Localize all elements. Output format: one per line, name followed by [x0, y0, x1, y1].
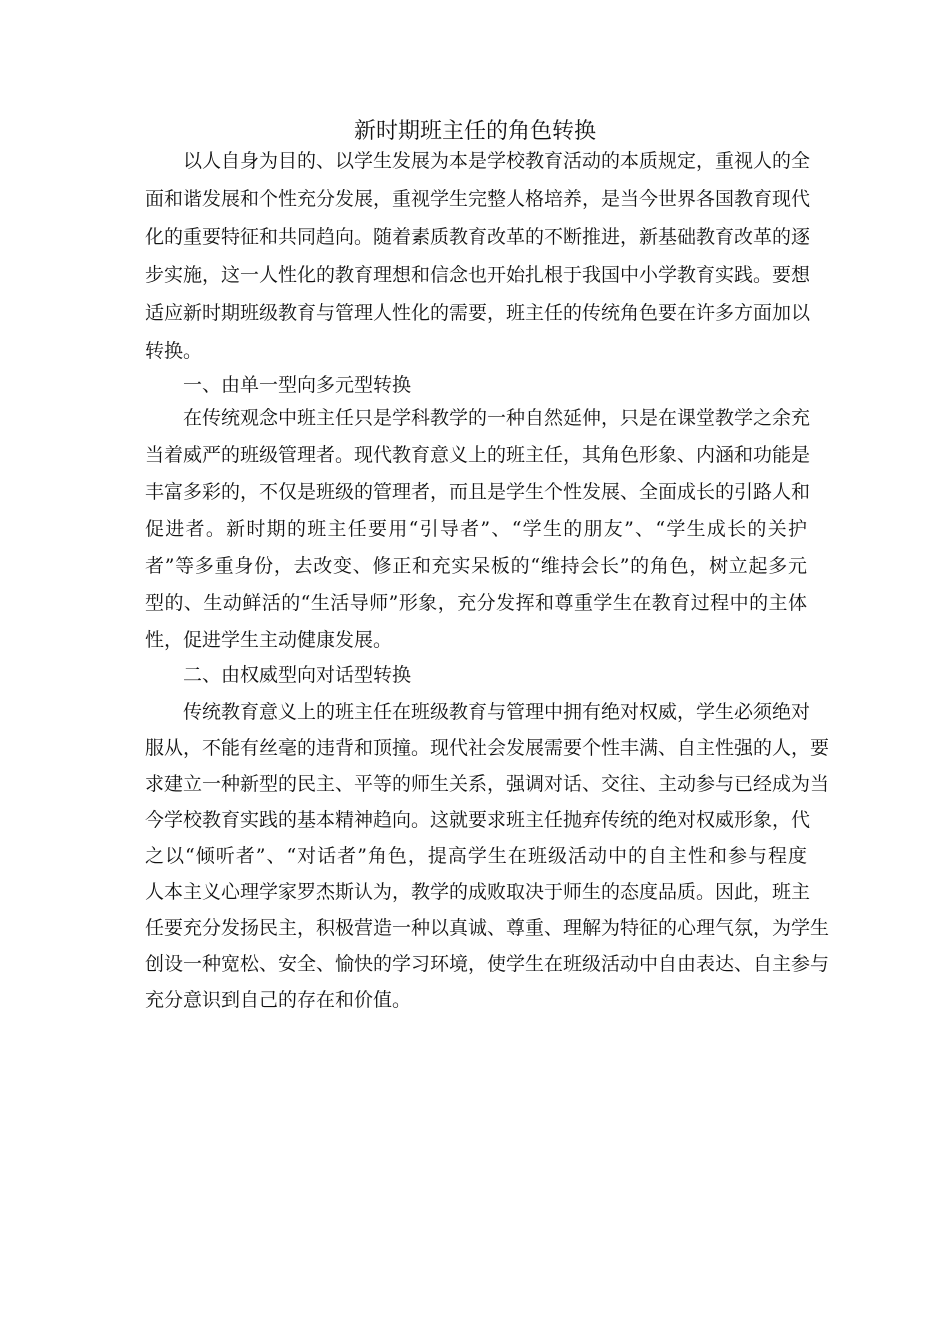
- paragraph-line: 服从，不能有丝毫的违背和顶撞。现代社会发展需要个性丰满、自主性强的人，要: [145, 737, 830, 759]
- paragraph-line: 步实施，这一人性化的教育理想和信念也开始扎根于我国中小学教育实践。要想: [145, 264, 811, 286]
- paragraph-line: 人本主义心理学家罗杰斯认为，教学的成败取决于师生的态度品质。因此，班主: [145, 881, 811, 903]
- paragraph-line: 转换。: [145, 340, 203, 362]
- paragraph-line: 型的、生动鲜活的“生活导师”形象，充分发挥和尊重学生在教育过程中的主体: [145, 592, 807, 614]
- paragraph-line: 适应新时期班级教育与管理人性化的需要，班主任的传统角色要在许多方面加以: [145, 302, 811, 324]
- section-heading: 二、由权威型向对话型转换: [183, 664, 412, 686]
- paragraph-line: 化的重要特征和共同趋向。随着素质教育改革的不断推进，新基础教育改革的逐: [145, 226, 811, 248]
- section-heading: 一、由单一型向多元型转换: [183, 374, 412, 396]
- paragraph-line: 者”等多重身份，去改变、修正和充实呆板的“维持会长”的角色，树立起多元: [145, 555, 807, 577]
- paragraph-line: 任要充分发扬民主，积极营造一种以真诚、尊重、理解为特征的心理气氛，为学生: [145, 917, 830, 939]
- paragraph-line: 当着威严的班级管理者。现代教育意义上的班主任，其角色形象、内涵和功能是: [145, 444, 811, 466]
- paragraph-line: 面和谐发展和个性充分发展，重视学生完整人格培养，是当今世界各国教育现代: [145, 188, 811, 210]
- paragraph-line: 以人自身为目的、以学生发展为本是学校教育活动的本质规定，重视人的全: [183, 150, 811, 172]
- paragraph-line: 在传统观念中班主任只是学科教学的一种自然延伸，只是在课堂教学之余充: [183, 407, 811, 429]
- paragraph-line: 今学校教育实践的基本精神趋向。这就要求班主任抛弃传统的绝对权威形象，代: [145, 809, 811, 831]
- paragraph-line: 创设一种宽松、安全、愉快的学习环境，使学生在班级活动中自由表达、自主参与: [145, 953, 830, 975]
- paragraph-line: 之以“倾听者”、“对话者”角色，提高学生在班级活动中的自主性和参与程度: [145, 845, 807, 867]
- paragraph-line: 促进者。新时期的班主任要用“引导者”、“学生的朋友”、“学生成长的关护: [145, 518, 807, 540]
- document-title: 新时期班主任的角色转换: [353, 119, 596, 144]
- paragraph-line: 求建立一种新型的民主、平等的师生关系，强调对话、交往、主动参与已经成为当: [145, 773, 830, 795]
- paragraph-line: 传统教育意义上的班主任在班级教育与管理中拥有绝对权威，学生必须绝对: [183, 701, 811, 723]
- paragraph-line: 丰富多彩的，不仅是班级的管理者，而且是学生个性发展、全面成长的引路人和: [145, 481, 811, 503]
- paragraph-line: 性，促进学生主动健康发展。: [145, 629, 393, 651]
- paragraph-line: 充分意识到自己的存在和价值。: [145, 989, 412, 1011]
